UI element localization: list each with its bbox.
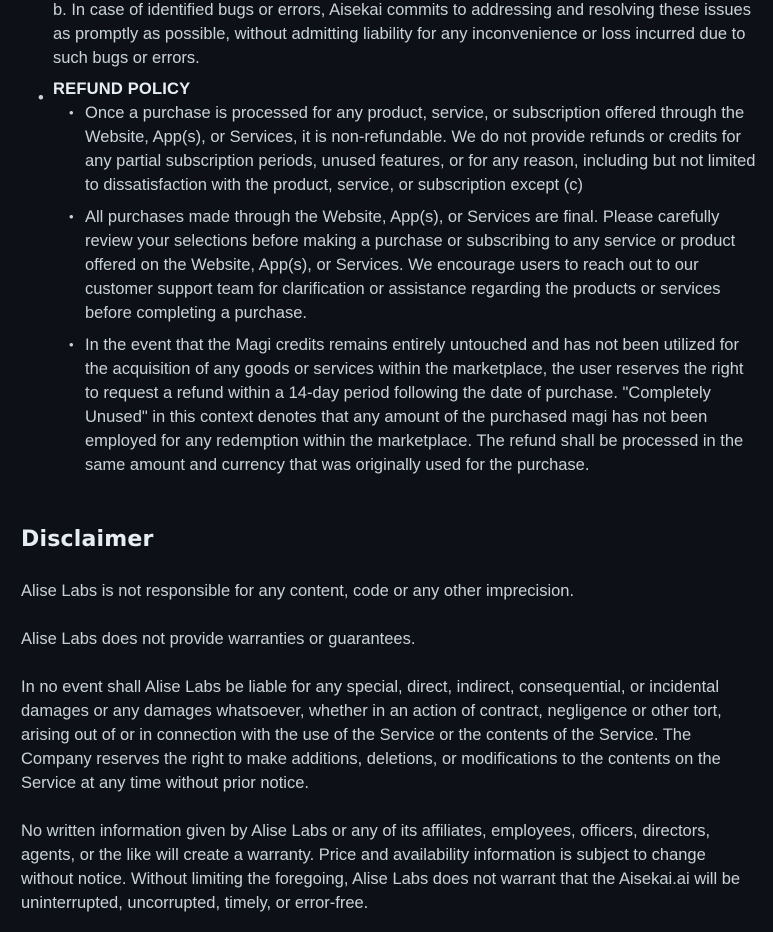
list-item bbox=[69, 101, 759, 197]
disclaimer-paragraph: Alise Labs is not responsible for any content, code or any other imprecision. bbox=[21, 582, 575, 600]
bullet-icon: • bbox=[69, 105, 74, 120]
bullet-icon: • bbox=[69, 209, 74, 224]
refund-item-text: Once a purchase is processed for any product, service, or subscription offered through the Website, App(s), or Services, it is non-refundable. We do not provide refunds or credits for any partial subscription periods, unused features, or for any reason, including but not limited to dissatisfaction with the product, service, or subscription except (c) bbox=[85, 104, 756, 194]
disclaimer-paragraph: In no event shall Alise Labs be liable for any special, direct, indirect, consequential, or incidental damages or any damages whatsoever, whether in an action of contract, negligence or other tort, arising out of or in connection with the use of the Service or the contents of the Service. The Company reserves the right to make additions, deletions, or modifications to the contents on the Service at any time without prior notice. bbox=[21, 678, 722, 792]
disclaimer-paragraph: Alise Labs does not provide warranties or guarantees. bbox=[21, 630, 416, 648]
bullet-icon: • bbox=[69, 337, 74, 352]
refund-item-text: All purchases made through the Website, App(s), or Services are final. Please carefully review your selections before making a purchase or subscribing to any service or product offered on the Website, App(s), or Services. We encourage users to reach out to our customer support team for clarification or assistance regarding the products or services before completing a purchase. bbox=[85, 208, 736, 322]
disclaimer-paragraph: No written information given by Alise Labs or any of its affiliates, employees, officers, directors, agents, or the like will create a warranty. Price and availability information is subject to change without notice. Without limiting the foregoing, Alise Labs does not warrant that the Aisekai.ai will be uninterrupted, uncorrupted, timely, or error-free. bbox=[21, 822, 741, 912]
list-item bbox=[69, 205, 759, 325]
refund-item-text: In the event that the Magi credits remains entirely untouched and has not been utilized for the acquisition of any goods or services within the marketplace, the user reserves the right to request a refund within a 14-day period following the date of purchase. "Completely Unused" in this context denotes that any amount of the purchased magi has not been employed for any redemption within the marketplace. The refund shall be processed in the same amount and currency that was originally used for the purchase. bbox=[85, 336, 744, 474]
refund-policy-heading: REFUND POLICY bbox=[53, 80, 191, 98]
list-item bbox=[69, 333, 759, 477]
disclaimer-heading: Disclaimer bbox=[21, 527, 154, 552]
bugs-paragraph: b. In case of identified bugs or errors, Aisekai commits to addressing and resolving these issues as promptly as possible, without admitting liability for any inconvenience or loss incurred due to such bugs or errors. bbox=[53, 1, 751, 67]
refund-policy-list bbox=[69, 101, 759, 485]
refund-bullet-dot: • bbox=[38, 89, 44, 107]
